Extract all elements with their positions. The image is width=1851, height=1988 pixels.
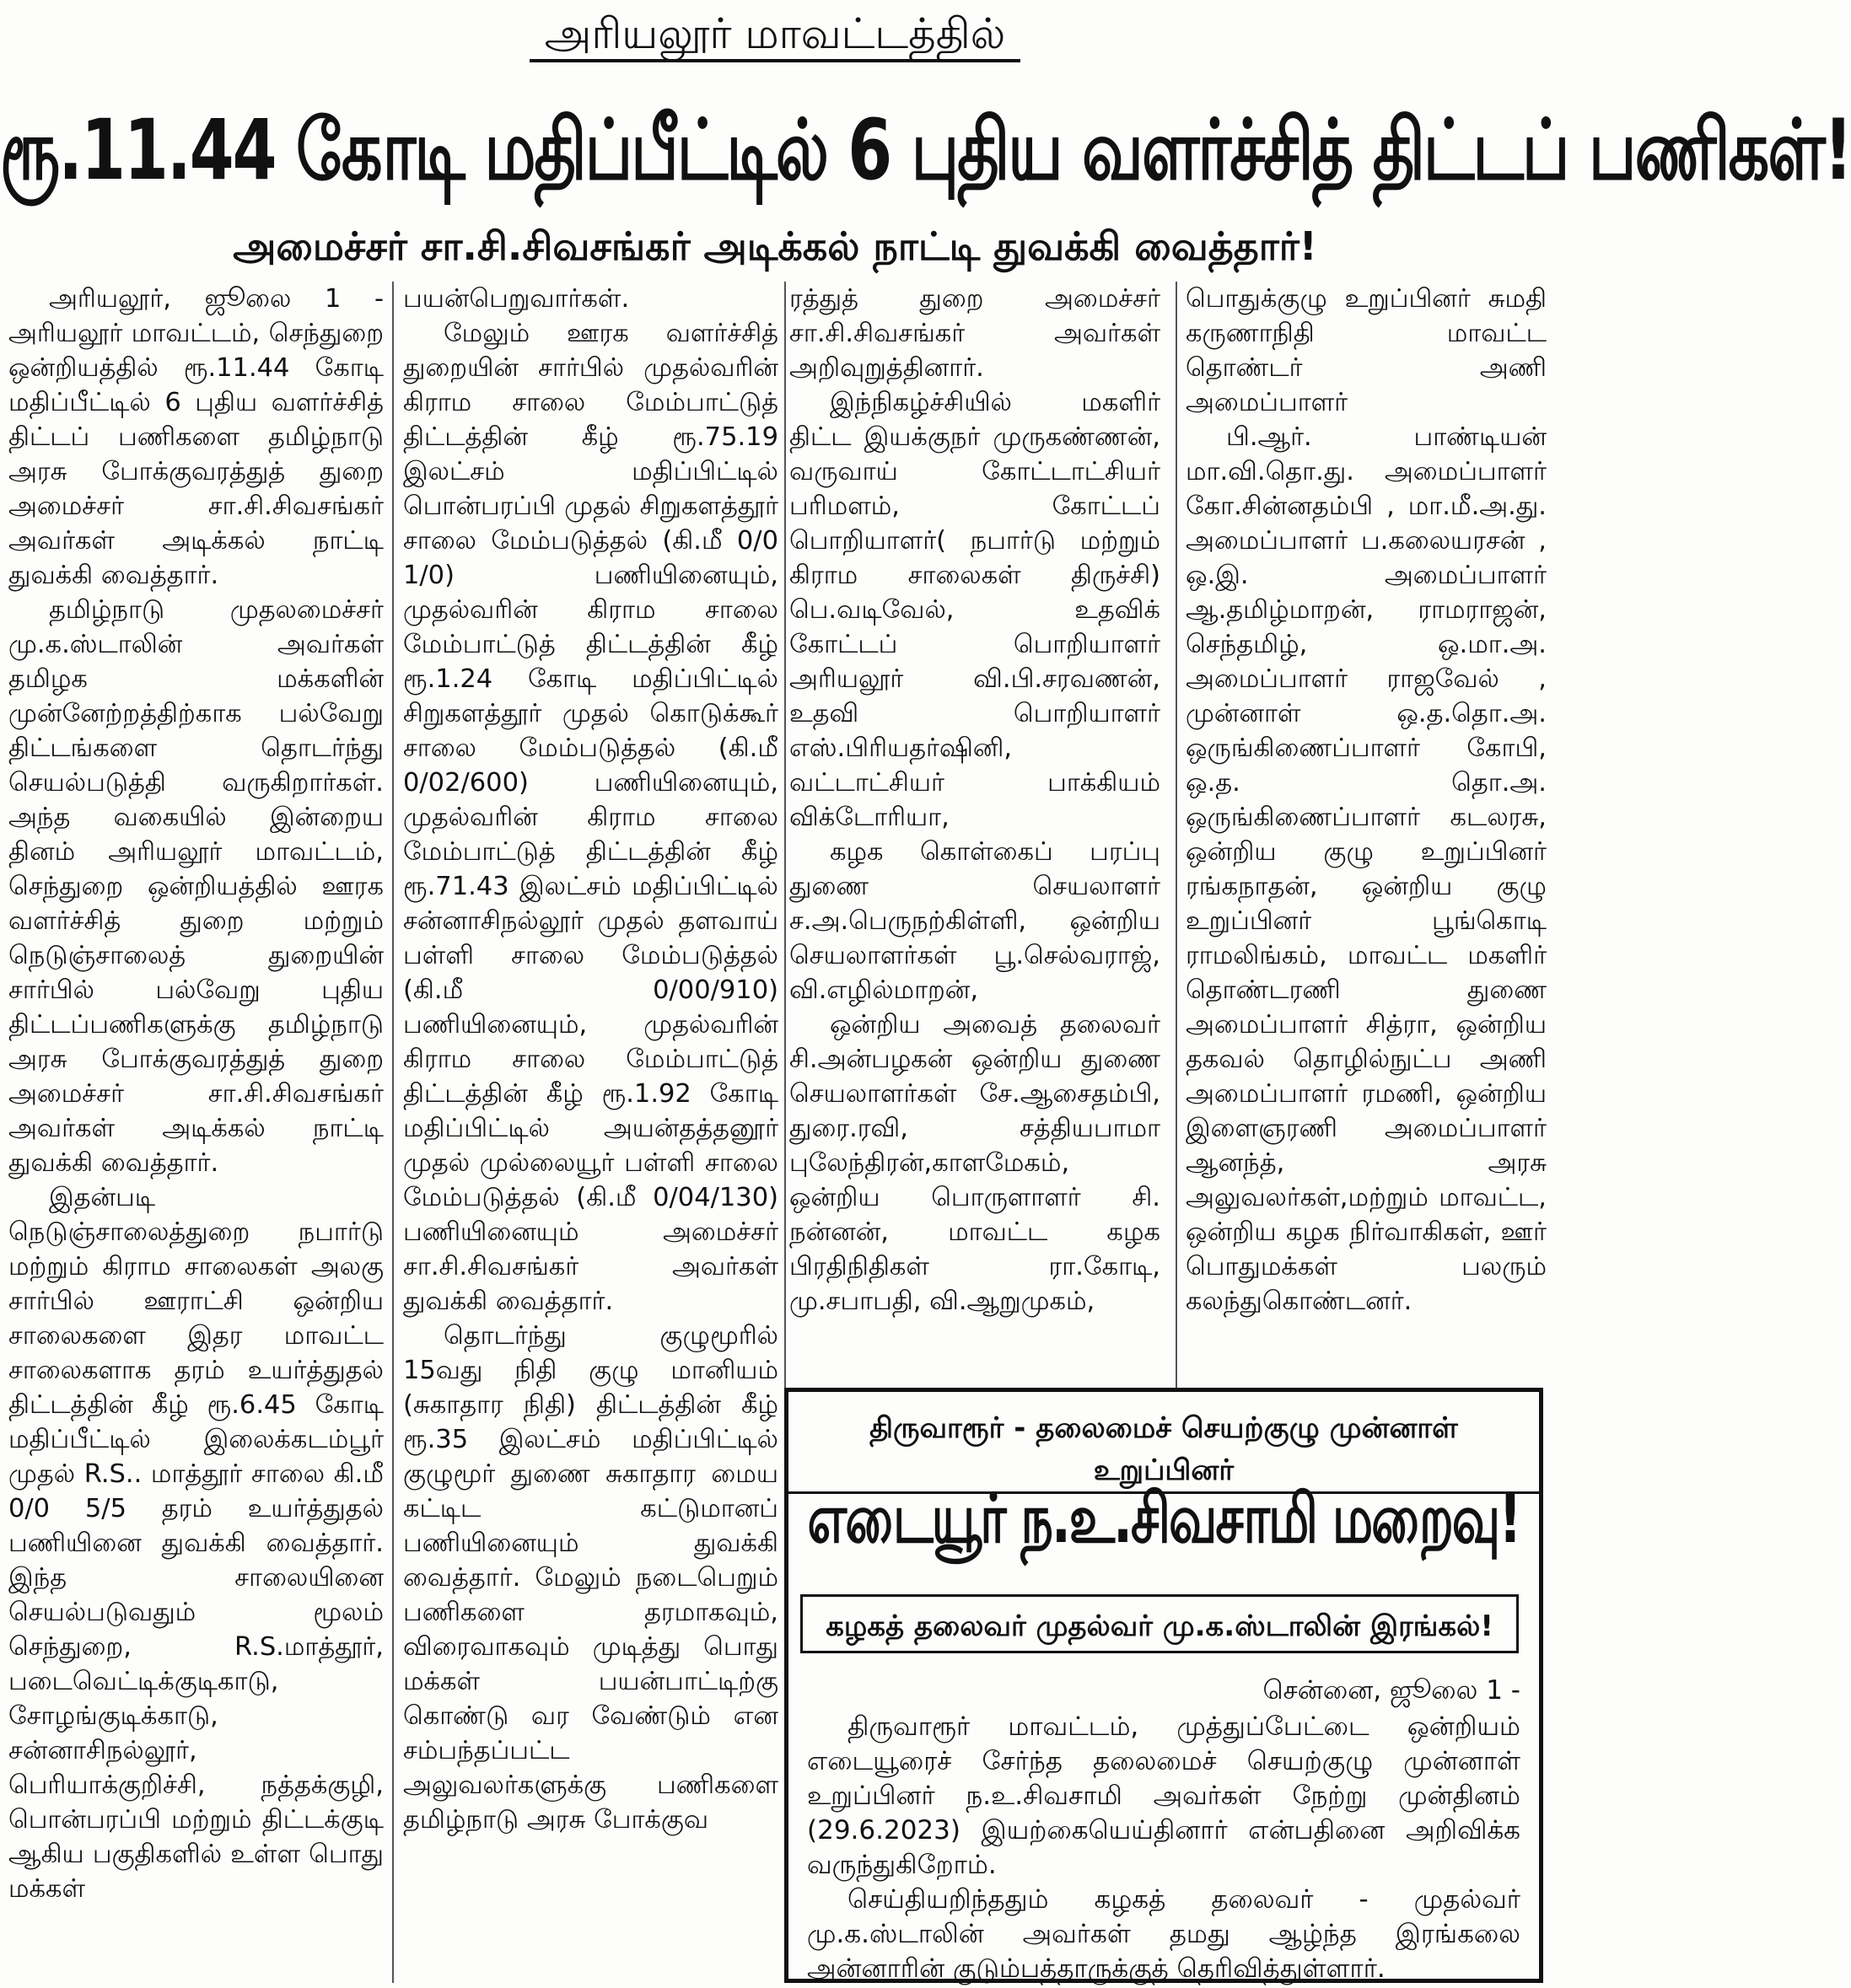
obituary-kicker: திருவாரூர் - தலைமைச் செயற்குழு முன்னாள் உறுப்பினர் bbox=[788, 1407, 1539, 1494]
paragraph: தொடர்ந்து குழுமூரில் 15வது நிதி குழு மானியம் (சுகாதார நிதி) திட்டத்தின் கீழ் ரூ.35 இலட்சம் மதிப்பிட்டில் குழுமூர் துணை சுகாதார மைய கட்டிட கட்டுமானப் பணியினையும் துவக்கி வைத்தார். மேலும் நடைபெறும் பணிகளை தரமாகவும், விரைவாகவும் முடித்து பொது மக்கள் பயன்பாட்டிற்கு கொண்டு வர வேண்டும் என சம்பந்தப்பட்ட அலுவலர்களுக்கு பணிகளை தமிழ்நாடு அரசு போக்குவ bbox=[403, 1321, 778, 1835]
article-column-2 bbox=[403, 282, 778, 1983]
paragraph: மேலும் ஊரக வளர்ச்சித் துறையின் சார்பில் முதல்வரின் கிராம சாலை மேம்பாட்டுத் திட்டத்தின் கீழ் ரூ.75.19 இலட்சம் மதிப்பிட்டில் பொன்பரப்பி முதல் சிறுகளத்தூர் சாலை மேம்படுத்தல் (கி.மீ 0/0 1/0) பணியினையும், முதல்வரின் கிராம சாலை மேம்பாட்டுத் திட்டத்தின் கீழ் ரூ.1.24 கோடி மதிப்பிட்டில் சிறுகளத்தூர் முதல் கொடுக்கூர் சாலை மேம்படுத்தல் (கி.மீ 0/02/600) பணியினையும், முதல்வரின் கிராம சாலை மேம்பாட்டுத் திட்டத்தின் கீழ் ரூ.71.43 இலட்சம் மதிப்பிட்டில் சன்னாசிநல்லூர் முதல் தளவாய் பள்ளி சாலை மேம்படுத்தல் (கி.மீ 0/00/910) பணியினையும், முதல்வரின் கிராம சாலை மேம்பாட்டுத் திட்டத்தின் கீழ் ரூ.1.92 கோடி மதிப்பிட்டில் அயன்தத்தனூர் முதல் முல்லையூர் பள்ளி சாலை மேம்படுத்தல் (கி.மீ 0/04/130) பணியினையும் அமைச்சர் சா.சி.சிவசங்கர் அவர்கள் துவக்கி வைத்தார். bbox=[403, 319, 778, 1316]
obituary-box bbox=[784, 1388, 1543, 1983]
paragraph: பயன்பெறுவார்கள். bbox=[403, 284, 630, 314]
article-kicker: அரியலூர் மாவட்டத்தில் bbox=[530, 8, 1020, 62]
article-subheadline: அமைச்சர் சா.சி.சிவசங்கர் அடிக்கல் நாட்டி துவக்கி வைத்தார்! bbox=[233, 223, 1317, 269]
column-divider bbox=[392, 282, 394, 1983]
paragraph: பொதுக்குழு உறுப்பினர் சுமதி கருணாநிதி மாவட்ட தொண்டர் அணி அமைப்பாளர் bbox=[1186, 284, 1547, 417]
paragraph: அரியலூர், ஜூலை 1 - அரியலூர் மாவட்டம், செந்துறை ஒன்றியத்தில் ரூ.11.44 கோடி மதிப்பீட்டில் 6 புதிய வளர்ச்சித் திட்டப் பணிகளை தமிழ்நாடு அரசு போக்குவரத்துத் துறை அமைச்சர் சா.சி.சிவசங்கர் அவர்கள் அடிக்கல் நாட்டி துவக்கி வைத்தார். bbox=[8, 284, 384, 590]
obituary-subheadline: கழகத் தலைவர் முதல்வர் மு.க.ஸ்டாலின் இரங்கல்! bbox=[800, 1594, 1519, 1653]
paragraph: கழக கொள்கைப் பரப்பு துணை செயலாளர் ச.அ.பெருநற்கிள்ளி, ஒன்றிய செயலாளர்கள் பூ.செல்வராஜ், வி.எழில்மாறன், bbox=[789, 837, 1160, 1005]
paragraph: தமிழ்நாடு முதலமைச்சர் மு.க.ஸ்டாலின் அவர்கள் தமிழக மக்களின் முன்னேற்றத்திற்காக பல்வேறு திட்டங்களை தொடர்ந்து செயல்படுத்தி வருகிறார்கள். அந்த வகையில் இன்றைய தினம் அரியலூர் மாவட்டம், செந்துறை ஒன்றியத்தில் ஊரக வளர்ச்சித் துறை மற்றும் நெடுஞ்சாலைத் துறையின் சார்பில் பல்வேறு புதிய திட்டப்பணிகளுக்கு தமிழ்நாடு அரசு போக்குவரத்துத் துறை அமைச்சர் சா.சி.சிவசங்கர் அவர்கள் அடிக்கல் நாட்டி துவக்கி வைத்தார். bbox=[8, 595, 384, 1178]
paragraph: இதன்படி நெடுஞ்சாலைத்துறை நபார்டு மற்றும் கிராம சாலைகள் அலகு சார்பில் ஊராட்சி ஒன்றிய சாலைகளை இதர மாவட்ட சாலைகளாக தரம் உயர்த்துதல் திட்டத்தின் கீழ் ரூ.6.45 கோடி மதிப்பீட்டில் இலைக்கடம்பூர் முதல் R.S.. மாத்தூர் சாலை கி.மீ 0/0 5/5 தரம் உயர்த்துதல் பணியினை துவக்கி வைத்தார். இந்த சாலையினை செயல்படுவதும் மூலம் செந்துறை, R.S.மாத்தூர், படைவெட்டிக்குடிகாடு, சோழங்குடிக்காடு, சன்னாசிநல்லூர், பெரியாக்குறிச்சி, நத்தக்குழி, பொன்பரப்பி மற்றும் திட்டக்குடி ஆகிய பகுதிகளில் உள்ள பொது மக்கள் bbox=[8, 1183, 384, 1904]
paragraph: ரத்துத் துறை அமைச்சர் சா.சி.சிவசங்கர் அவர்கள் அறிவுறுத்தினார். bbox=[789, 284, 1160, 383]
article-column-1 bbox=[8, 282, 384, 1983]
obituary-body bbox=[807, 1674, 1520, 1984]
paragraph: செய்தியறிந்ததும் கழகத் தலைவர் - முதல்வர் மு.க.ஸ்டாலின் அவர்கள் தமது ஆழ்ந்த இரங்கலை அன்னாரின் குடும்பத்தாருக்குத் தெரிவித்துள்ளார். bbox=[807, 1884, 1520, 1984]
paragraph: இந்நிகழ்ச்சியில் மகளிர் திட்ட இயக்குநர் முருகண்ணன், வருவாய் கோட்டாட்சியர் பரிமளம், கோட்டப் பொறியாளர்( நபார்டு மற்றும் கிராம சாலைகள் திருச்சி) பெ.வடிவேல், உதவிக் கோட்டப் பொறியாளர் அரியலூர் வி.பி.சரவணன், உதவி பொறியாளர் எஸ்.பிரியதர்ஷினி, வட்டாட்சியர் பாக்கியம் விக்டோரியா, bbox=[789, 388, 1160, 832]
obituary-dateline: சென்னை, ஜூலை 1 - bbox=[1262, 1675, 1520, 1706]
paragraph: பி.ஆர். பாண்டியன் மா.வி.தொ.து. அமைப்பாளர் கோ.சின்னதம்பி , மா.மீ.அ.து. அமைப்பாளர் ப.கலையரசன் , ஒ.இ. அமைப்பாளர் ஆ.தமிழ்மாறன், ராமராஜன், செந்தமிழ், ஒ.மா.அ. அமைப்பாளர் ராஜவேல் , முன்னாள் ஒ.த.தொ.அ. ஒருங்கிணைப்பாளர் கோபி, ஒ.த. தொ.அ. ஒருங்கிணைப்பாளர் கடலரசு, ஒன்றிய குழு உறுப்பினர் ரங்கநாதன், ஒன்றிய குழு உறுப்பினர் பூங்கொடி ராமலிங்கம், மாவட்ட மகளிர் தொண்டரணி துணை அமைப்பாளர் சித்ரா, ஒன்றிய தகவல் தொழில்நுட்ப அணி அமைப்பாளர் ரமணி, ஒன்றிய இளைஞரணி அமைப்பாளர் ஆனந்த், அரசு அலுவலர்கள்,மற்றும் மாவட்ட, ஒன்றிய கழக நிர்வாகிகள், ஊர் பொதுமக்கள் பலரும் கலந்துகொண்டனர். bbox=[1186, 422, 1547, 1316]
obituary-headline: எடையூர் ந.உ.சிவசாமி மறைவு! bbox=[807, 1479, 1520, 1560]
article-headline: ரூ.11.44 கோடி மதிப்பீட்டில் 6 புதிய வளர்ச்சித் திட்டப் பணிகள்! bbox=[0, 100, 1851, 199]
paragraph: திருவாரூர் மாவட்டம், முத்துப்பேட்டை ஒன்றியம் எடையூரைச் சேர்ந்த தலைமைச் செயற்குழு முன்னாள் உறுப்பினர் ந.உ.சிவசாமி அவர்கள் நேற்று முன்தினம் (29.6.2023) இயற்கையெய்தினார் என்பதினை அறிவிக்க வருந்துகிறோம். bbox=[807, 1711, 1520, 1880]
article-kicker-wrap bbox=[0, 8, 1550, 62]
paragraph: ஒன்றிய அவைத் தலைவர் சி.அன்பழகன் ஒன்றிய துணை செயலாளர்கள் சே.ஆசைதம்பி, துரை.ரவி, சத்தியபாமா புலேந்திரன்,காளமேகம், ஒன்றிய பொருளாளர் சி. நன்னன், மாவட்ட கழக பிரதிநிதிகள் ரா.கோடி, மு.சபாபதி, வி.ஆறுமுகம், bbox=[789, 1010, 1160, 1316]
